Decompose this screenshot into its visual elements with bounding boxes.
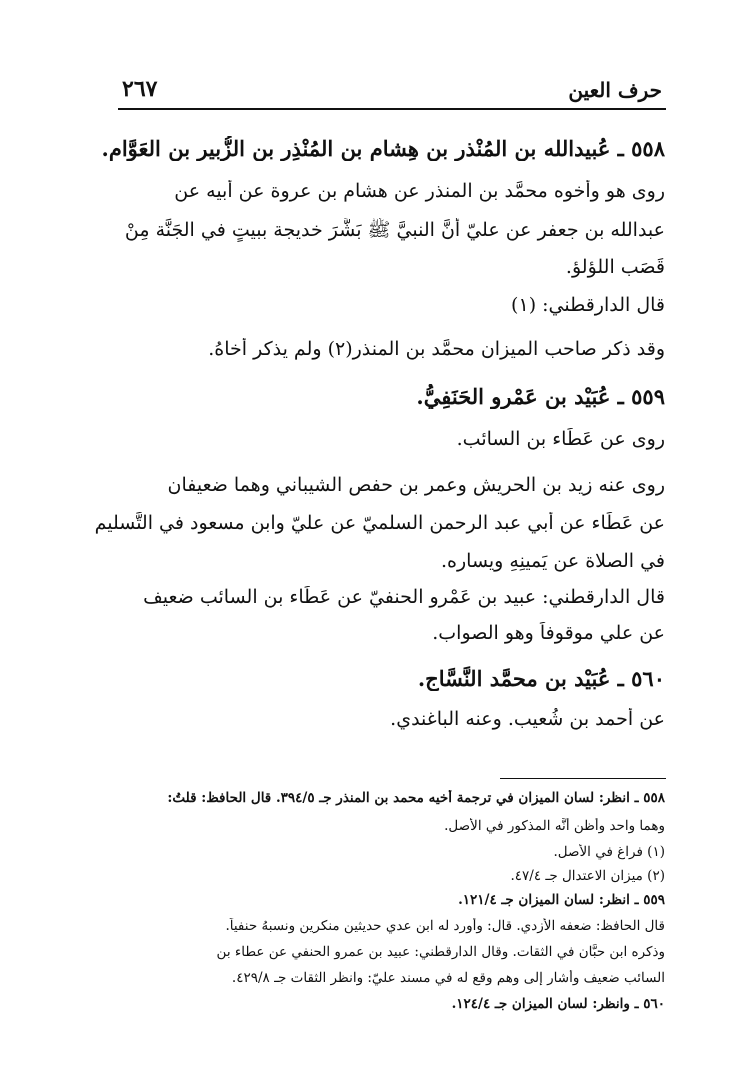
footnote-divider [500, 778, 666, 779]
footnote-line: وهما واحد وأظن أنَّه المذكور في الأصل. [444, 818, 665, 834]
entry-558-line: عبدالله بن جعفر عن عليّ أنَّ النبيَّ ﷺ بَشَّرَ خديجة ببيتٍ في الجَنَّة مِنْ [124, 219, 665, 241]
footnote-line: (٢) ميزان الاعتدال جـ ٤٧/٤. [510, 868, 665, 884]
entry-558-line: وقد ذكر صاحب الميزان محمَّد بن المنذر(٢) ولم يذكر أخاهُ. [208, 338, 665, 360]
entry-559-line: روى عنه زيد بن الحريش وعمر بن حفص الشيباني وهما ضعيفان [167, 474, 665, 496]
entry-559-heading: ٥٥٩ ـ عُبَيْد بن عَمْرو الحَنَفِيُّ. [416, 384, 665, 409]
footnote-line: السائب ضعيف وأشار إلى وهم وقع له في مسند عليّ: وانظر الثقات جـ ٤٢٩/٨. [231, 970, 665, 986]
entry-558-line: قال الدارقطني: (١) [511, 294, 665, 316]
entry-558-line: قَصَب اللؤلؤ. [565, 256, 665, 278]
page-header [118, 68, 666, 110]
entry-560-line: عن أحمد بن شُعيب. وعنه الباغندي. [390, 708, 665, 730]
entry-559-line: روى عن عَطَاء بن السائب. [456, 428, 665, 450]
footnote-line: ٥٦٠ ـ وانظر: لسان الميزان جـ ١٢٤/٤. [451, 996, 665, 1012]
entry-559-line: عن عَطَاء عن أبي عبد الرحمن السلميّ عن عليّ وابن مسعود في التَّسليم [94, 512, 665, 534]
footnote-line: ٥٥٨ ـ انظر: لسان الميزان في ترجمة أخيه محمد بن المنذر جـ ٣٩٤/٥. قال الحافظ: قلتُ: [167, 790, 665, 806]
entry-558-heading: ٥٥٨ ـ عُبيدالله بن المُنْذر بن هِشام بن المُنْذِر بن الزُّبير بن العَوَّام. [101, 136, 665, 161]
entry-559-line: قال الدارقطني: عبيد بن عَمْرو الحنفيّ عن عَطَاء بن السائب ضعيف [143, 586, 665, 608]
entry-560-heading: ٥٦٠ ـ عُبَيْد بن محمَّد النَّسَّاج. [417, 666, 665, 691]
chapter-title: حرف العين [568, 78, 662, 102]
footnote-line: (١) فراغ في الأصل. [553, 844, 665, 860]
page-number: ٢٦٧ [122, 76, 158, 102]
entry-559-line: في الصلاة عن يَمينِهِ ويساره. [440, 550, 665, 572]
entry-559-line: عن علي موقوفاً وهو الصواب. [432, 622, 665, 644]
footnote-line: قال الحافظ: ضعفه الأزدي. قال: وأورد له ابن عدي حديثين منكرين ونسبهُ حنفياً. [225, 918, 665, 934]
entry-558-line: روى هو وأخوه محمَّد بن المنذر عن هشام بن عروة عن أبيه عن [174, 180, 665, 202]
footnote-line: ٥٥٩ ـ انظر: لسان الميزان جـ ١٢١/٤. [458, 892, 665, 908]
footnote-line: وذكره ابن حبَّان في الثقات. وقال الدارقطني: عبيد بن عمرو الحنفي عن عطاء بن [216, 944, 665, 960]
